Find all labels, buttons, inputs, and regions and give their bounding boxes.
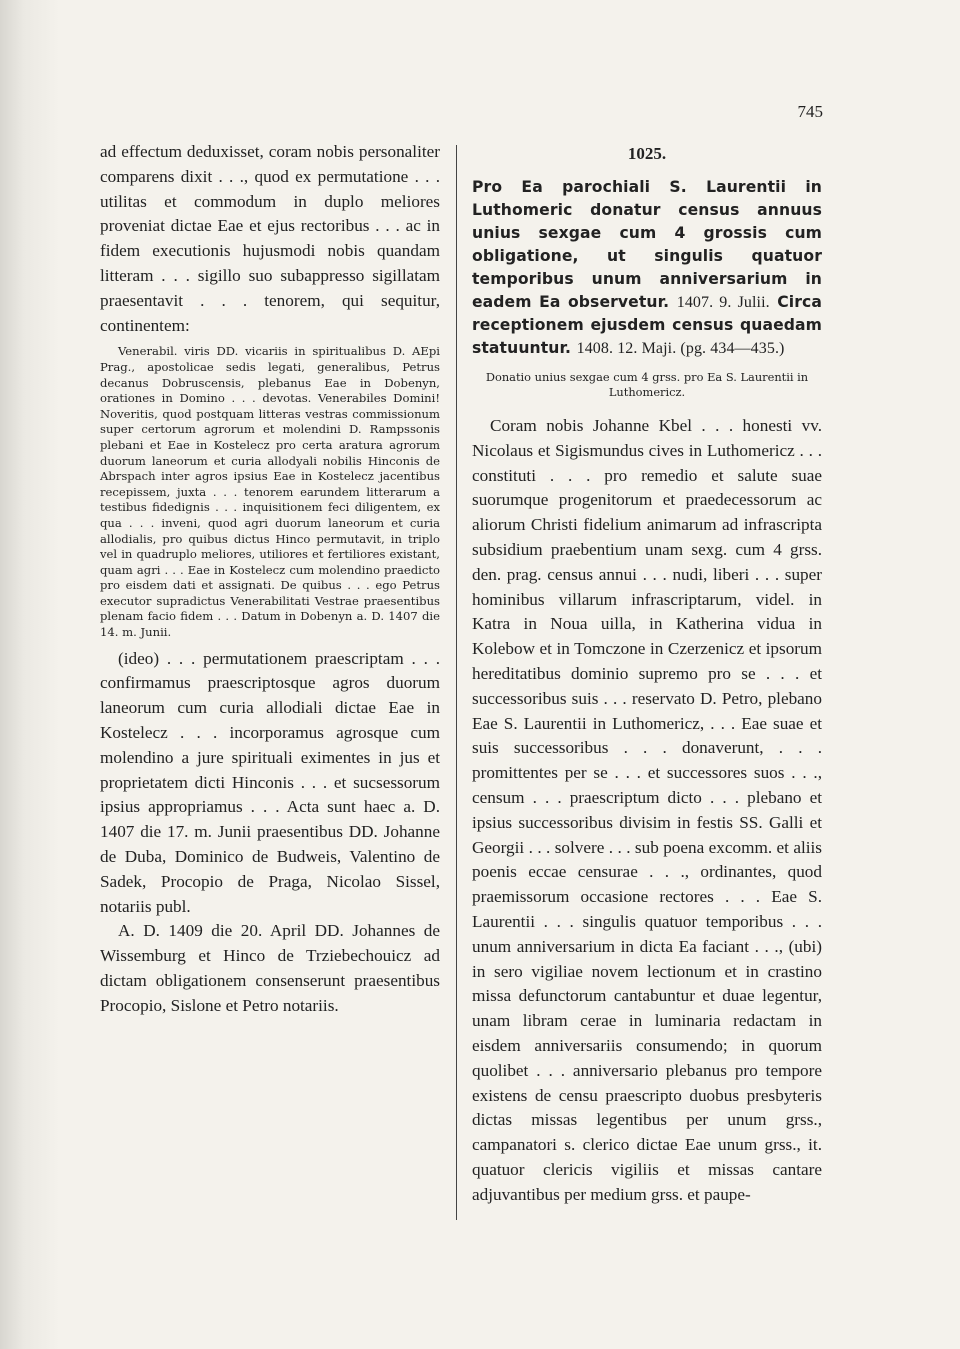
left-paragraph-2: (ideo) . . . permutationem praescriptam . . . confirmamus praescriptosque agros duorum laneorum cum curia allodiali dictae Eae in Kostelecz . . . incorporamus agrosque cum molendino a jure spirituali eximentes in jus et proprietatem dicti Hinconis . . . et sucsessorum ipsius appropriamus . . . Acta sunt haec a. D. 1407 die 17. m. Junii praesentibus DD. Johanne de Duba, Dominico de Budweis, Valentino de Sadek, Procopio de Praga, Nicolao Sissel, notariis publ.	[100, 648, 440, 916]
right-column	[472, 140, 822, 1208]
right-paragraph-1: Coram nobis Johanne Kbel . . . honesti vv. Nicolaus et Sigismundus cives in Luthomericz . . . constituti . . . pro remedio et salute suae suorumque progenitorum et praedecessorum ac aliorum Christi fidelium animarum ad infrascripta subsidium praebentium unam sexg. cum 4 grss. den. prag. census annui . . . nudi, liberi . . . super hominibus villarum infrascriptarum, videl. in Katra in Noua uilla, in Katherina vidua in Kolebow et in Tomczone in Czerzenicz et ipsorum hereditatibus dominio supremo pro se . . . et successoribus suis . . . reservato D. Petro, plebano Eae S. Laurentii in Luthomericz, . . . Eae suae et suis successoribus . . . donaverunt, . . . promittentes per se . . . et successores suos . . ., censum . . . praescriptum dicto . . . plebano et ipsius successoribus divisim in festis SS. Galli et Georgii . . . solvere . . . sub poena excomm. et aliis poenis eccae censurae . . ., ordinantes, quod praemissorum occasione rectores . . . Eae S. Laurentii . . . singulis quatuor temporibus . . . unum anniversarium in dicta Ea faciant . . ., (ubi) in sero vigiliae novem lectionum et in crastino missa defunctorum cantabuntur et duae legentur, unam libram cerae in luminaria redactam in eisdem anniversariis consumendo; in quorum quolibet . . . anniversario plebanus pro tempore existens de censu praescripto duobus presbyteris dictas missas legentibus per unum grss., campanatori s. clerico dictae Eae unum grss., it. quatuor clericis vigiliis et missas cantare adjuvantibus per medium grss. et paupe-	[472, 416, 822, 1204]
column-divider	[456, 145, 457, 1220]
left-column	[100, 140, 440, 1019]
document-heading	[472, 176, 822, 360]
heading-date: 1407. 9. Julii.	[676, 294, 770, 311]
left-paragraph-3: A. D. 1409 die 20. April DD. Johannes de Wissemburg et Hinco de Trziebechouicz ad dictam obligationem consenserunt praesentibus Procopio, Sislone et Petro notariis.	[100, 921, 440, 1015]
heading-text: Pro Ea parochiali S. Laurentii in Luthomeric donatur census annuus unius sexgae cum 4 grossis cum obligatione, ut singulis quatuor temporibus unum anniversarium in eadem Ea observetur.	[472, 178, 822, 311]
document-caption: Donatio unius sexgae cum 4 grss. pro Ea S. Laurentii in Luthomericz.	[485, 370, 809, 399]
heading-text-2: Circa receptionem ejusdem census quaedam statuuntur.	[472, 293, 823, 357]
heading-date-2: 1408. 12. Maji. (pg. 434—435.)	[576, 340, 785, 357]
left-paragraph-1: ad effectum deduxisset, coram nobis personaliter comparens dixit . . ., quod ex permutatione . . . utilitas et commodum in duplo meliores proveniat dictae Eae et ejus rectoribus . . . ac in fidem executionis hujusmodi nobis quandam litteram . . . sigillo suo subappresso sigillatam praesentavit . . . tenorem, qui sequitur, continentem:	[100, 142, 440, 335]
document-number: 1025.	[627, 144, 667, 163]
page-number: 745	[797, 102, 823, 121]
binding-edge	[0, 0, 60, 1349]
quoted-letter: Venerabil. viris DD. vicariis in spiritualibus D. AEpi Prag., apostolicae sedis legati, generalibus, Petrus decanus Dobruscensis, plebanus Eae in Dobenyn, orationes in Domino . . . devotas. Venerabiles Domini! Noveritis, quod postquam litteras vestras commissionum super certorum agrorum et molendini D. Rampssonis plebani et Eae in Kostelecz pro certa aratura agrorum duorum laneorum et curia allodyali nobilis Hinconis de Abrspach inter agros ipsius Eae in Kostelecz jacentibus recepissem, juxta . . . tenorem earundem litterarum a testibus fidedignis . . . inquisitionem feci diligentem, ex qua . . . inveni, quod agri duorum laneorum et curia allodialis, pro quibus dictus Hinco permutavit, in triplo vel in quadruplo meliores, utiliores et fertiliores existant, quam agri . . . Eae in Kostelecz cum molendino praedicto pro eisdem dati et assignati. De quibus . . . ego Petrus executor supradictus Venerabilitati Vestrae praesentibus plenam facio fidem . . . Datum in Dobenyn a. D. 1407 die 14. m. Junii.	[100, 344, 440, 640]
